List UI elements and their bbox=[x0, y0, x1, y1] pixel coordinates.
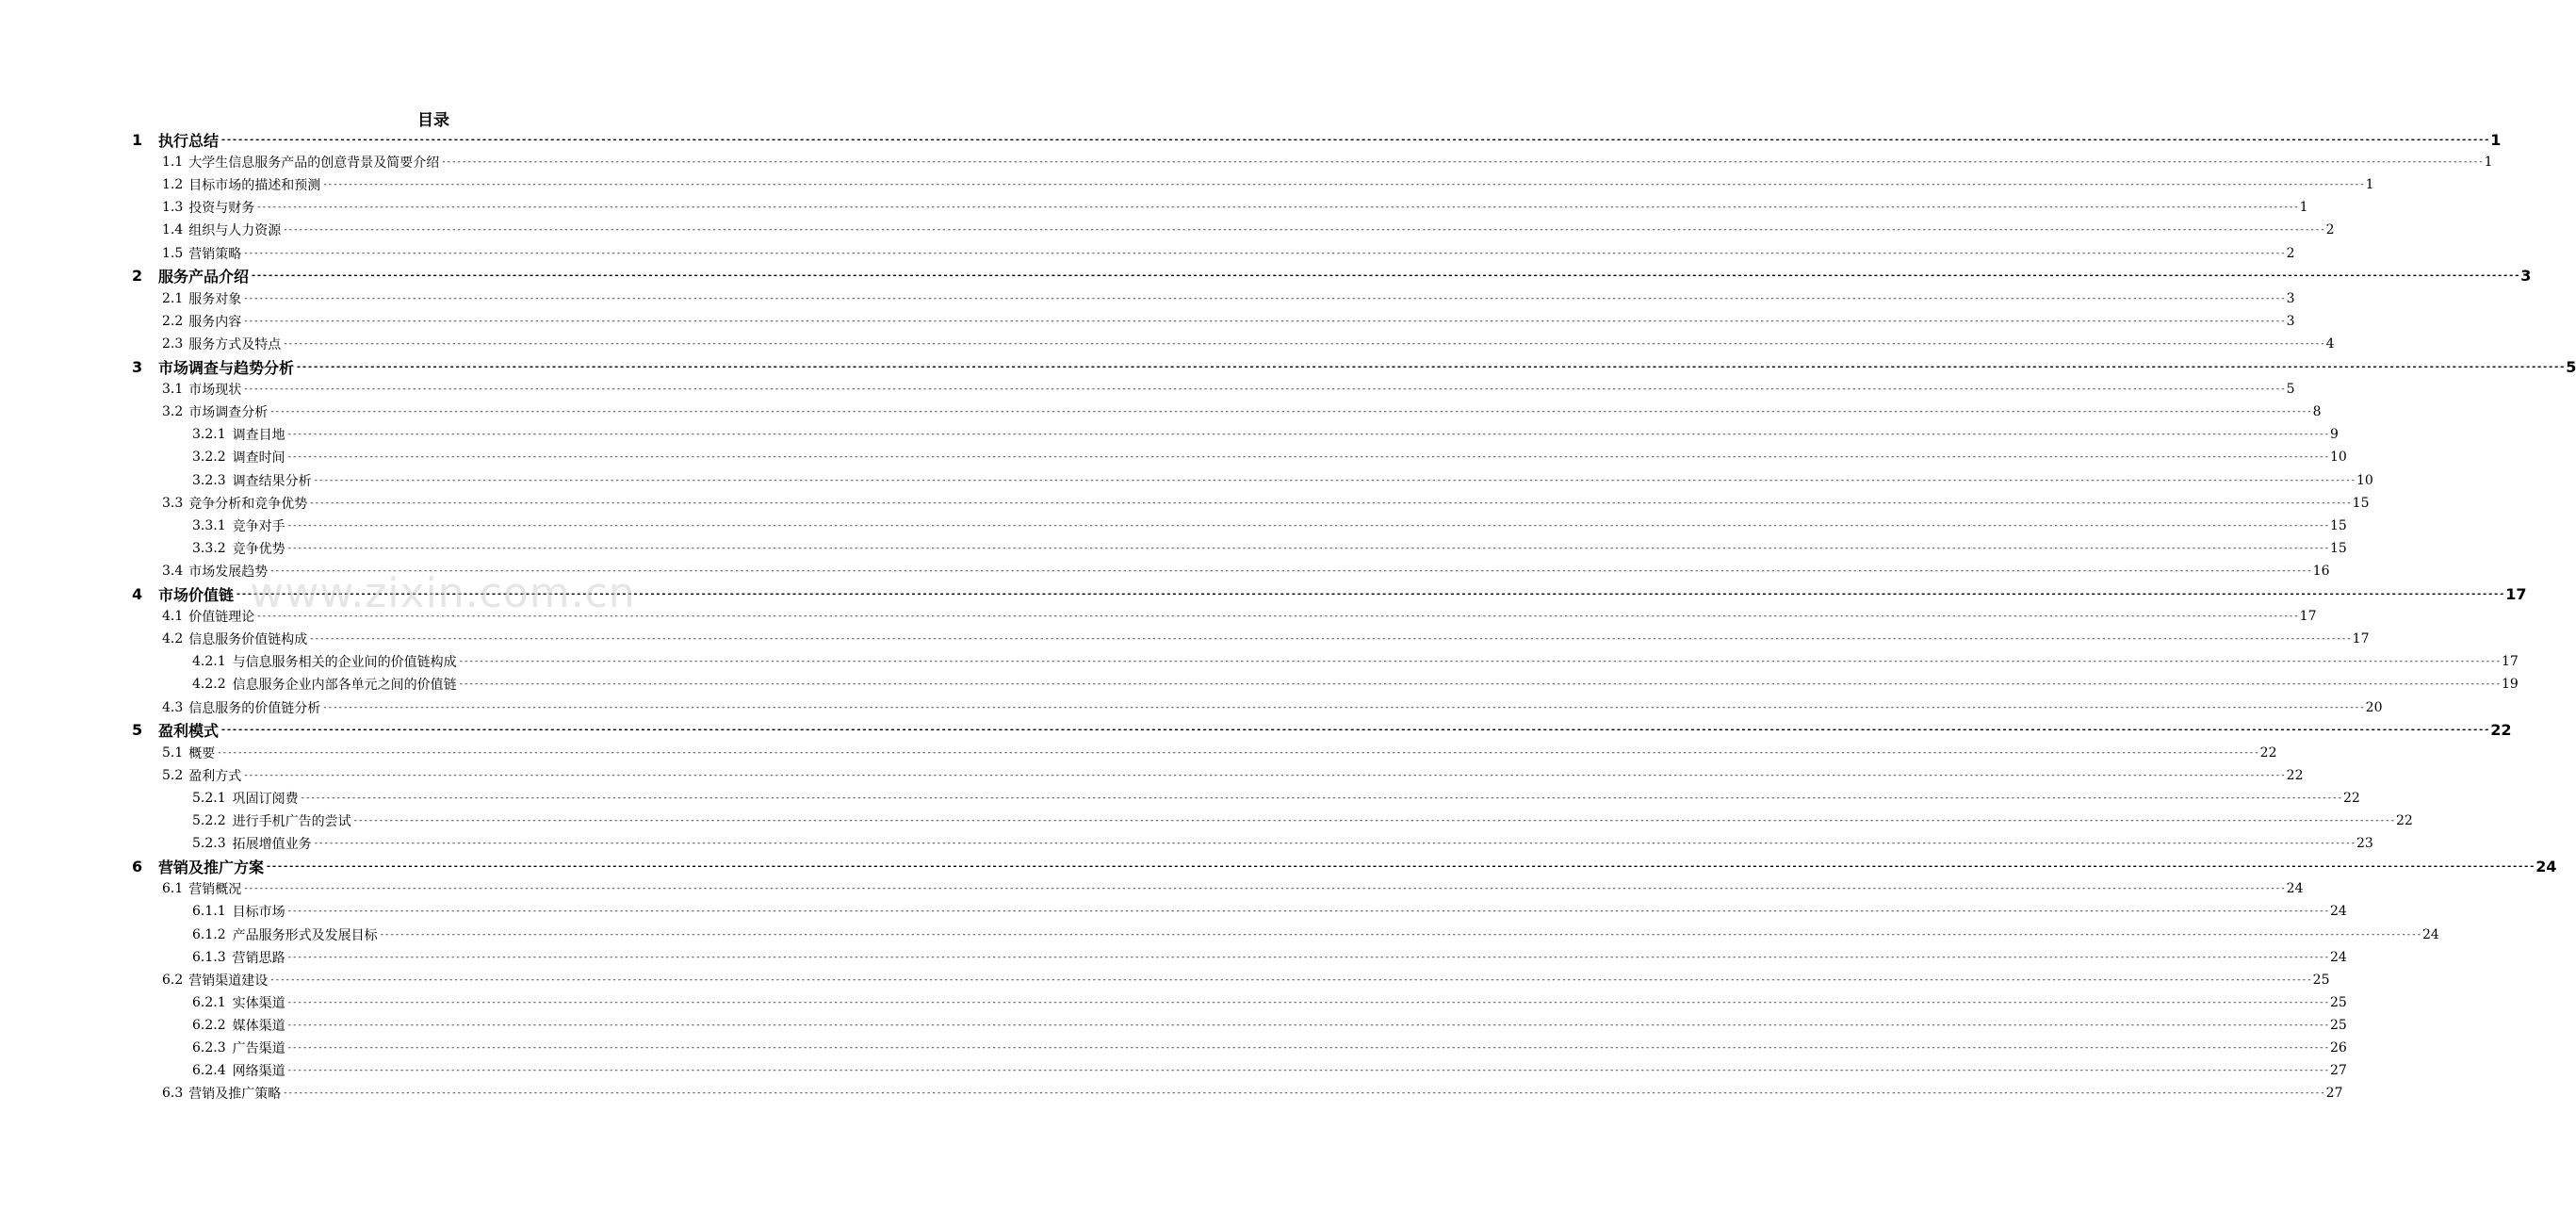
toc-entry-title: 调查时间 bbox=[232, 450, 285, 466]
toc-entry-4[interactable] bbox=[132, 582, 2527, 605]
toc-dot-leader: ---------------------------------------------------------------------------------------------------------------------------------------------------------------------------------------------------------------------------------------------------------------------------------------------------------------------------------------------------------------------------------------------------------------- bbox=[309, 498, 2352, 508]
toc-entry-4-2-1[interactable] bbox=[192, 650, 2519, 673]
toc-dot-leader: ---------------------------------------------------------------------------------------------------------------------------------------------------------------------------------------------------------------------------------------------------------------------------------------------------------------------------------------------------------------------------------------------------------------- bbox=[236, 588, 2505, 599]
toc-entry-page: 22 bbox=[2259, 744, 2277, 761]
toc-entry-title: 调查结果分析 bbox=[232, 473, 312, 489]
toc-entry-6-3[interactable] bbox=[162, 1082, 2343, 1104]
toc-dot-leader: ---------------------------------------------------------------------------------------------------------------------------------------------------------------------------------------------------------------------------------------------------------------------------------------------------------------------------------------------------------------------------------------------------------------- bbox=[458, 679, 2502, 690]
toc-entry-3-2-3[interactable] bbox=[192, 469, 2373, 492]
toc-entry-title: 广告渠道 bbox=[232, 1041, 285, 1056]
toc-entry-page: 24 bbox=[2330, 904, 2347, 920]
toc-entry-title: 市场价值链 bbox=[158, 585, 235, 604]
toc-entry-title: 营销概况 bbox=[188, 882, 242, 898]
toc-entry-title: 进行手机广告的尝试 bbox=[232, 814, 351, 829]
toc-entry-title: 市场调查分析 bbox=[188, 405, 269, 421]
toc-entry-page: 27 bbox=[2330, 1063, 2347, 1079]
toc-dot-leader: ---------------------------------------------------------------------------------------------------------------------------------------------------------------------------------------------------------------------------------------------------------------------------------------------------------------------------------------------------------------------------------------------------------------- bbox=[286, 430, 2330, 440]
toc-entry-number: 6.2.2 bbox=[192, 1017, 226, 1033]
toc-entry-number: 3.3 bbox=[162, 495, 184, 511]
toc-entry-number: 6.3 bbox=[162, 1086, 184, 1102]
toc-entry-number: 1.1 bbox=[162, 155, 184, 171]
toc-entry-title: 服务产品介绍 bbox=[158, 268, 250, 286]
toc-entry-page: 17 bbox=[2299, 609, 2317, 625]
toc-dot-leader: ---------------------------------------------------------------------------------------------------------------------------------------------------------------------------------------------------------------------------------------------------------------------------------------------------------------------------------------------------------------------------------------------------------------- bbox=[313, 839, 2356, 849]
toc-entry-number: 3.2.2 bbox=[192, 450, 226, 466]
toc-entry-page: 5 bbox=[2286, 382, 2295, 398]
toc-entry-title: 服务对象 bbox=[188, 291, 242, 307]
toc-entry-3-3[interactable] bbox=[162, 492, 2370, 515]
toc-entry-title: 盈利方式 bbox=[188, 768, 242, 784]
toc-entry-1-3[interactable] bbox=[162, 196, 2308, 219]
toc-entry-number: 6.1.3 bbox=[192, 949, 226, 965]
toc-entry-3-3-1[interactable] bbox=[192, 515, 2347, 537]
toc-dot-leader: ---------------------------------------------------------------------------------------------------------------------------------------------------------------------------------------------------------------------------------------------------------------------------------------------------------------------------------------------------------------------------------------------------------------- bbox=[441, 157, 2484, 168]
toc-entry-page: 22 bbox=[2343, 790, 2360, 806]
toc-entry-page: 26 bbox=[2330, 1040, 2347, 1055]
toc-entry-number: 2.1 bbox=[162, 290, 184, 306]
toc-entry-number: 6.2 bbox=[162, 972, 184, 988]
toc-entry-page: 22 bbox=[2286, 767, 2304, 783]
toc-entry-4-1[interactable] bbox=[162, 605, 2317, 628]
toc-entry-page: 25 bbox=[2330, 994, 2347, 1010]
toc-entry-6-2[interactable] bbox=[162, 969, 2330, 991]
toc-entry-page: 16 bbox=[2312, 563, 2330, 579]
toc-entry-page: 5 bbox=[2566, 357, 2576, 376]
toc-dot-leader: ---------------------------------------------------------------------------------------------------------------------------------------------------------------------------------------------------------------------------------------------------------------------------------------------------------------------------------------------------------------------------------------------------------------- bbox=[309, 634, 2352, 645]
toc-entry-title: 营销思路 bbox=[232, 950, 285, 966]
toc-entry-title: 营销策略 bbox=[188, 246, 242, 262]
toc-dot-leader: ---------------------------------------------------------------------------------------------------------------------------------------------------------------------------------------------------------------------------------------------------------------------------------------------------------------------------------------------------------------------------------------------------------------- bbox=[379, 929, 2422, 940]
toc-entry-title: 大学生信息服务产品的创意背景及简要介绍 bbox=[188, 155, 440, 172]
toc-entry-title: 产品服务形式及发展目标 bbox=[232, 927, 378, 943]
toc-entry-number: 5.2 bbox=[162, 767, 184, 783]
toc-entry-number: 5.2.1 bbox=[192, 790, 226, 806]
toc-dot-leader: ---------------------------------------------------------------------------------------------------------------------------------------------------------------------------------------------------------------------------------------------------------------------------------------------------------------------------------------------------------------------------------------------------------------- bbox=[322, 180, 2365, 190]
toc-entry-number: 3.3.1 bbox=[192, 517, 226, 533]
toc-entry-title: 营销及推广方案 bbox=[158, 858, 265, 876]
toc-entry-6-1-3[interactable] bbox=[192, 946, 2347, 969]
toc-entry-5[interactable] bbox=[132, 719, 2512, 742]
toc-dot-leader: ---------------------------------------------------------------------------------------------------------------------------------------------------------------------------------------------------------------------------------------------------------------------------------------------------------------------------------------------------------------------------------------------------------------- bbox=[300, 793, 2343, 803]
toc-entry-6-1-2[interactable] bbox=[192, 924, 2439, 946]
toc-dot-leader: ---------------------------------------------------------------------------------------------------------------------------------------------------------------------------------------------------------------------------------------------------------------------------------------------------------------------------------------------------------------------------------------------------------------- bbox=[296, 361, 2566, 372]
toc-entry-5-2-3[interactable] bbox=[192, 832, 2373, 855]
toc-entry-number: 3 bbox=[132, 357, 143, 376]
toc-entry-title: 市场发展趋势 bbox=[188, 564, 269, 580]
toc-dot-leader: ---------------------------------------------------------------------------------------------------------------------------------------------------------------------------------------------------------------------------------------------------------------------------------------------------------------------------------------------------------------------------------------------------------------- bbox=[458, 657, 2502, 667]
toc-entry-page: 8 bbox=[2312, 404, 2322, 420]
toc-dot-leader: ---------------------------------------------------------------------------------------------------------------------------------------------------------------------------------------------------------------------------------------------------------------------------------------------------------------------------------------------------------------------------------------------------------------- bbox=[313, 475, 2356, 485]
toc-entry-title: 信息服务企业内部各单元之间的价值链 bbox=[232, 678, 457, 694]
toc-dot-leader: ---------------------------------------------------------------------------------------------------------------------------------------------------------------------------------------------------------------------------------------------------------------------------------------------------------------------------------------------------------------------------------------------------------------- bbox=[286, 1043, 2330, 1053]
toc-entry-title: 市场调查与趋势分析 bbox=[158, 358, 295, 377]
toc-dot-leader: ---------------------------------------------------------------------------------------------------------------------------------------------------------------------------------------------------------------------------------------------------------------------------------------------------------------------------------------------------------------------------------------------------------------- bbox=[286, 520, 2330, 531]
toc-entry-6-2-4[interactable] bbox=[192, 1059, 2347, 1082]
toc-entry-4-2-2[interactable] bbox=[192, 673, 2519, 695]
toc-entry-number: 2 bbox=[132, 267, 143, 286]
toc-entry-title: 服务方式及特点 bbox=[188, 336, 282, 352]
toc-dot-leader: ---------------------------------------------------------------------------------------------------------------------------------------------------------------------------------------------------------------------------------------------------------------------------------------------------------------------------------------------------------------------------------------------------------------- bbox=[286, 997, 2330, 1007]
toc-entry-page: 20 bbox=[2365, 699, 2383, 715]
toc-entry-title: 竞争分析和竞争优势 bbox=[188, 496, 308, 512]
toc-entry-page: 1 bbox=[2365, 177, 2374, 193]
toc-entry-title: 目标市场的描述和预测 bbox=[188, 178, 321, 194]
toc-entry-1-5[interactable] bbox=[162, 242, 2295, 265]
toc-entry-page: 1 bbox=[2484, 155, 2493, 171]
toc-dot-leader: ---------------------------------------------------------------------------------------------------------------------------------------------------------------------------------------------------------------------------------------------------------------------------------------------------------------------------------------------------------------------------------------------------------------- bbox=[286, 1066, 2330, 1076]
toc-entry-page: 17 bbox=[2505, 584, 2527, 603]
toc-entry-page: 10 bbox=[2356, 472, 2373, 488]
toc-dot-leader: ---------------------------------------------------------------------------------------------------------------------------------------------------------------------------------------------------------------------------------------------------------------------------------------------------------------------------------------------------------------------------------------------------------------- bbox=[243, 770, 2286, 780]
toc-entry-6-1-1[interactable] bbox=[192, 900, 2347, 923]
toc-entry-page: 15 bbox=[2330, 540, 2347, 556]
toc-entry-page: 24 bbox=[2535, 857, 2557, 875]
toc-entry-number: 3.3.2 bbox=[192, 540, 226, 556]
toc-entry-3-4[interactable] bbox=[162, 560, 2330, 582]
toc-entry-page: 22 bbox=[2490, 721, 2512, 740]
toc-entry-page: 25 bbox=[2312, 972, 2330, 988]
toc-dot-leader: ---------------------------------------------------------------------------------------------------------------------------------------------------------------------------------------------------------------------------------------------------------------------------------------------------------------------------------------------------------------------------------------------------------------- bbox=[256, 612, 2299, 622]
toc-dot-leader: ---------------------------------------------------------------------------------------------------------------------------------------------------------------------------------------------------------------------------------------------------------------------------------------------------------------------------------------------------------------------------------------------------------------- bbox=[269, 974, 2312, 985]
toc-entry-number: 2.3 bbox=[162, 335, 184, 352]
toc-entry-title: 信息服务的价值链分析 bbox=[188, 700, 321, 716]
toc-dot-leader: ---------------------------------------------------------------------------------------------------------------------------------------------------------------------------------------------------------------------------------------------------------------------------------------------------------------------------------------------------------------------------------------------------------------- bbox=[266, 860, 2535, 872]
toc-entry-title: 实体渠道 bbox=[232, 995, 285, 1011]
toc-entry-title: 拓展增值业务 bbox=[232, 837, 312, 853]
toc-entry-number: 4 bbox=[132, 584, 143, 603]
toc-entry-page: 3 bbox=[2286, 290, 2295, 306]
toc-entry-5-2[interactable] bbox=[162, 764, 2304, 787]
toc-entry-number: 3.4 bbox=[162, 563, 184, 579]
toc-entry-title: 竞争优势 bbox=[232, 541, 285, 557]
toc-dot-leader: ---------------------------------------------------------------------------------------------------------------------------------------------------------------------------------------------------------------------------------------------------------------------------------------------------------------------------------------------------------------------------------------------------------------- bbox=[286, 907, 2330, 917]
toc-entry-title: 调查目地 bbox=[232, 428, 285, 444]
toc-entry-number: 6 bbox=[132, 857, 143, 875]
toc-entry-number: 4.1 bbox=[162, 609, 184, 625]
toc-entry-page: 2 bbox=[2286, 245, 2295, 261]
toc-entry-number: 5.2.3 bbox=[192, 836, 226, 852]
toc-entry-1-4[interactable] bbox=[162, 219, 2335, 241]
toc-dot-leader: ---------------------------------------------------------------------------------------------------------------------------------------------------------------------------------------------------------------------------------------------------------------------------------------------------------------------------------------------------------------------------------------------------------------- bbox=[243, 384, 2286, 395]
toc-entry-title: 盈利模式 bbox=[158, 722, 220, 741]
toc-entry-6[interactable] bbox=[132, 855, 2557, 877]
toc-dot-leader: ---------------------------------------------------------------------------------------------------------------------------------------------------------------------------------------------------------------------------------------------------------------------------------------------------------------------------------------------------------------------------------------------------------------- bbox=[322, 702, 2365, 712]
toc-dot-leader: ---------------------------------------------------------------------------------------------------------------------------------------------------------------------------------------------------------------------------------------------------------------------------------------------------------------------------------------------------------------------------------------------------------------- bbox=[217, 747, 2259, 758]
toc-entry-3-2[interactable] bbox=[162, 401, 2322, 423]
toc-entry-page: 24 bbox=[2330, 949, 2347, 965]
toc-entry-number: 3.1 bbox=[162, 382, 184, 398]
toc-entry-5-2-2[interactable] bbox=[192, 810, 2413, 832]
toc-dot-leader: ---------------------------------------------------------------------------------------------------------------------------------------------------------------------------------------------------------------------------------------------------------------------------------------------------------------------------------------------------------------------------------------------------------------- bbox=[352, 816, 2396, 826]
toc-entry-2-1[interactable] bbox=[162, 287, 2295, 310]
toc-entry-number: 6.1.1 bbox=[192, 904, 226, 920]
toc-dot-leader: ---------------------------------------------------------------------------------------------------------------------------------------------------------------------------------------------------------------------------------------------------------------------------------------------------------------------------------------------------------------------------------------------------------------- bbox=[269, 565, 2312, 576]
toc-entry-number: 1 bbox=[132, 130, 143, 149]
toc-entry-number: 6.2.1 bbox=[192, 994, 226, 1010]
toc-entry-number: 3.2.3 bbox=[192, 472, 226, 488]
toc-dot-leader: ---------------------------------------------------------------------------------------------------------------------------------------------------------------------------------------------------------------------------------------------------------------------------------------------------------------------------------------------------------------------------------------------------------------- bbox=[243, 293, 2286, 303]
toc-dot-leader: ---------------------------------------------------------------------------------------------------------------------------------------------------------------------------------------------------------------------------------------------------------------------------------------------------------------------------------------------------------------------------------------------------------------- bbox=[283, 225, 2325, 236]
toc-dot-leader: ---------------------------------------------------------------------------------------------------------------------------------------------------------------------------------------------------------------------------------------------------------------------------------------------------------------------------------------------------------------------------------------------------------------- bbox=[286, 1020, 2330, 1030]
toc-entry-page: 19 bbox=[2502, 677, 2519, 693]
toc-dot-leader: ---------------------------------------------------------------------------------------------------------------------------------------------------------------------------------------------------------------------------------------------------------------------------------------------------------------------------------------------------------------------------------------------------------------- bbox=[220, 134, 2490, 145]
toc-dot-leader: ---------------------------------------------------------------------------------------------------------------------------------------------------------------------------------------------------------------------------------------------------------------------------------------------------------------------------------------------------------------------------------------------------------------- bbox=[256, 203, 2299, 213]
toc-entry-page: 10 bbox=[2330, 450, 2347, 466]
toc-entry-2-2[interactable] bbox=[162, 310, 2295, 333]
toc-entry-title: 竞争对手 bbox=[232, 518, 285, 534]
toc-entry-4-2[interactable] bbox=[162, 628, 2370, 650]
toc-entry-page: 1 bbox=[2299, 200, 2308, 216]
toc-entry-number: 6.1 bbox=[162, 881, 184, 897]
toc-entry-number: 1.5 bbox=[162, 245, 184, 261]
toc-entry-page: 15 bbox=[2330, 517, 2347, 533]
toc-entry-number: 3.2 bbox=[162, 404, 184, 420]
toc-entry-6-1[interactable] bbox=[162, 877, 2304, 900]
toc-dot-leader: ---------------------------------------------------------------------------------------------------------------------------------------------------------------------------------------------------------------------------------------------------------------------------------------------------------------------------------------------------------------------------------------------------------------- bbox=[286, 952, 2330, 962]
toc-entry-number: 3.2.1 bbox=[192, 427, 226, 443]
toc-entry-number: 2.2 bbox=[162, 313, 184, 329]
toc-dot-leader: ---------------------------------------------------------------------------------------------------------------------------------------------------------------------------------------------------------------------------------------------------------------------------------------------------------------------------------------------------------------------------------------------------------------- bbox=[286, 543, 2330, 553]
toc-entry-number: 1.2 bbox=[162, 177, 184, 193]
toc-entry-6-2-1[interactable] bbox=[192, 991, 2347, 1014]
toc-entry-number: 4.2.1 bbox=[192, 654, 226, 670]
toc-entry-number: 5 bbox=[132, 721, 143, 740]
toc-entry-number: 5.2.2 bbox=[192, 813, 226, 828]
toc-entry-title: 信息服务价值链构成 bbox=[188, 632, 308, 648]
toc-entry-number: 5.1 bbox=[162, 744, 184, 761]
toc-entry-1-2[interactable] bbox=[162, 173, 2374, 196]
toc-entry-number: 6.2.4 bbox=[192, 1063, 226, 1079]
toc-dot-leader: ---------------------------------------------------------------------------------------------------------------------------------------------------------------------------------------------------------------------------------------------------------------------------------------------------------------------------------------------------------------------------------------------------------------- bbox=[286, 452, 2330, 463]
toc-entry-number: 4.2.2 bbox=[192, 677, 226, 693]
toc-entry-1-1[interactable] bbox=[162, 151, 2493, 173]
toc-entry-1[interactable] bbox=[132, 128, 2502, 151]
toc-dot-leader: ---------------------------------------------------------------------------------------------------------------------------------------------------------------------------------------------------------------------------------------------------------------------------------------------------------------------------------------------------------------------------------------------------------------- bbox=[283, 1088, 2325, 1099]
toc-dot-leader: ---------------------------------------------------------------------------------------------------------------------------------------------------------------------------------------------------------------------------------------------------------------------------------------------------------------------------------------------------------------------------------------------------------------- bbox=[243, 316, 2286, 326]
toc-entry-number: 1.3 bbox=[162, 200, 184, 216]
toc-entry-title: 巩固订阅费 bbox=[232, 791, 299, 807]
toc-entry-number: 4.2 bbox=[162, 631, 184, 647]
toc-entry-title: 营销及推广策略 bbox=[188, 1087, 282, 1103]
toc-entry-4-3[interactable] bbox=[162, 696, 2383, 719]
toc-entry-3-2-2[interactable] bbox=[192, 446, 2347, 468]
toc-entry-title: 执行总结 bbox=[158, 131, 220, 150]
toc-entry-title: 市场现状 bbox=[188, 383, 242, 399]
toc-entry-title: 服务内容 bbox=[188, 314, 242, 330]
toc-entry-number: 6.2.3 bbox=[192, 1040, 226, 1055]
toc-entry-3-2-1[interactable] bbox=[192, 423, 2339, 446]
toc-entry-page: 24 bbox=[2286, 881, 2304, 897]
toc-entry-3-1[interactable] bbox=[162, 378, 2295, 401]
toc-entry-5-1[interactable] bbox=[162, 742, 2277, 764]
toc-entry-title: 与信息服务相关的企业间的价值链构成 bbox=[232, 655, 457, 671]
toc-entry-6-2-3[interactable] bbox=[192, 1037, 2347, 1059]
toc-dot-leader: ---------------------------------------------------------------------------------------------------------------------------------------------------------------------------------------------------------------------------------------------------------------------------------------------------------------------------------------------------------------------------------------------------------------- bbox=[220, 725, 2490, 736]
toc-entry-2[interactable] bbox=[132, 265, 2532, 287]
toc-dot-leader: ---------------------------------------------------------------------------------------------------------------------------------------------------------------------------------------------------------------------------------------------------------------------------------------------------------------------------------------------------------------------------------------------------------------- bbox=[283, 338, 2325, 349]
toc-entry-page: 4 bbox=[2325, 335, 2335, 352]
toc-entry-2-3[interactable] bbox=[162, 333, 2335, 355]
toc-entry-title: 营销渠道建设 bbox=[188, 973, 269, 989]
toc-entry-title: 网络渠道 bbox=[232, 1064, 285, 1080]
toc-entry-3-3-2[interactable] bbox=[192, 537, 2347, 560]
toc-entry-3[interactable] bbox=[132, 355, 2576, 378]
toc-entry-page: 27 bbox=[2325, 1086, 2343, 1102]
watermark: www.zixin.com.cn bbox=[250, 569, 636, 617]
toc-entry-page: 23 bbox=[2356, 836, 2373, 852]
toc-entry-title: 组织与人力资源 bbox=[188, 223, 282, 239]
toc-entry-number: 4.3 bbox=[162, 699, 184, 715]
toc-entry-title: 投资与财务 bbox=[188, 201, 255, 217]
toc-entry-page: 1 bbox=[2490, 130, 2502, 149]
toc-entry-page: 15 bbox=[2352, 495, 2370, 511]
toc-entry-page: 22 bbox=[2396, 813, 2413, 828]
toc-dot-leader: ---------------------------------------------------------------------------------------------------------------------------------------------------------------------------------------------------------------------------------------------------------------------------------------------------------------------------------------------------------------------------------------------------------------- bbox=[243, 248, 2286, 258]
toc-entry-page: 17 bbox=[2502, 654, 2519, 670]
toc-entry-page: 3 bbox=[2286, 313, 2295, 329]
toc-entry-title: 价值链理论 bbox=[188, 610, 255, 626]
toc-entry-page: 2 bbox=[2325, 222, 2335, 238]
toc-entry-page: 24 bbox=[2422, 926, 2439, 942]
toc-entry-title: 媒体渠道 bbox=[232, 1018, 285, 1034]
toc-entry-6-2-2[interactable] bbox=[192, 1014, 2347, 1037]
toc-dot-leader: ---------------------------------------------------------------------------------------------------------------------------------------------------------------------------------------------------------------------------------------------------------------------------------------------------------------------------------------------------------------------------------------------------------------- bbox=[269, 407, 2312, 417]
toc-entry-title: 目标市场 bbox=[232, 905, 285, 921]
toc-title: 目录 bbox=[417, 111, 449, 130]
toc-entry-page: 9 bbox=[2330, 427, 2339, 443]
toc-entry-page: 3 bbox=[2520, 267, 2532, 286]
toc-entry-number: 6.1.2 bbox=[192, 926, 226, 942]
toc-entry-page: 17 bbox=[2352, 631, 2370, 647]
toc-entry-5-2-1[interactable] bbox=[192, 787, 2360, 810]
toc-dot-leader: ---------------------------------------------------------------------------------------------------------------------------------------------------------------------------------------------------------------------------------------------------------------------------------------------------------------------------------------------------------------------------------------------------------------- bbox=[243, 884, 2286, 894]
toc-entry-page: 25 bbox=[2330, 1017, 2347, 1033]
toc-entry-number: 1.4 bbox=[162, 222, 184, 238]
toc-entry-title: 概要 bbox=[188, 745, 216, 761]
toc-dot-leader: ---------------------------------------------------------------------------------------------------------------------------------------------------------------------------------------------------------------------------------------------------------------------------------------------------------------------------------------------------------------------------------------------------------------- bbox=[251, 270, 2520, 282]
